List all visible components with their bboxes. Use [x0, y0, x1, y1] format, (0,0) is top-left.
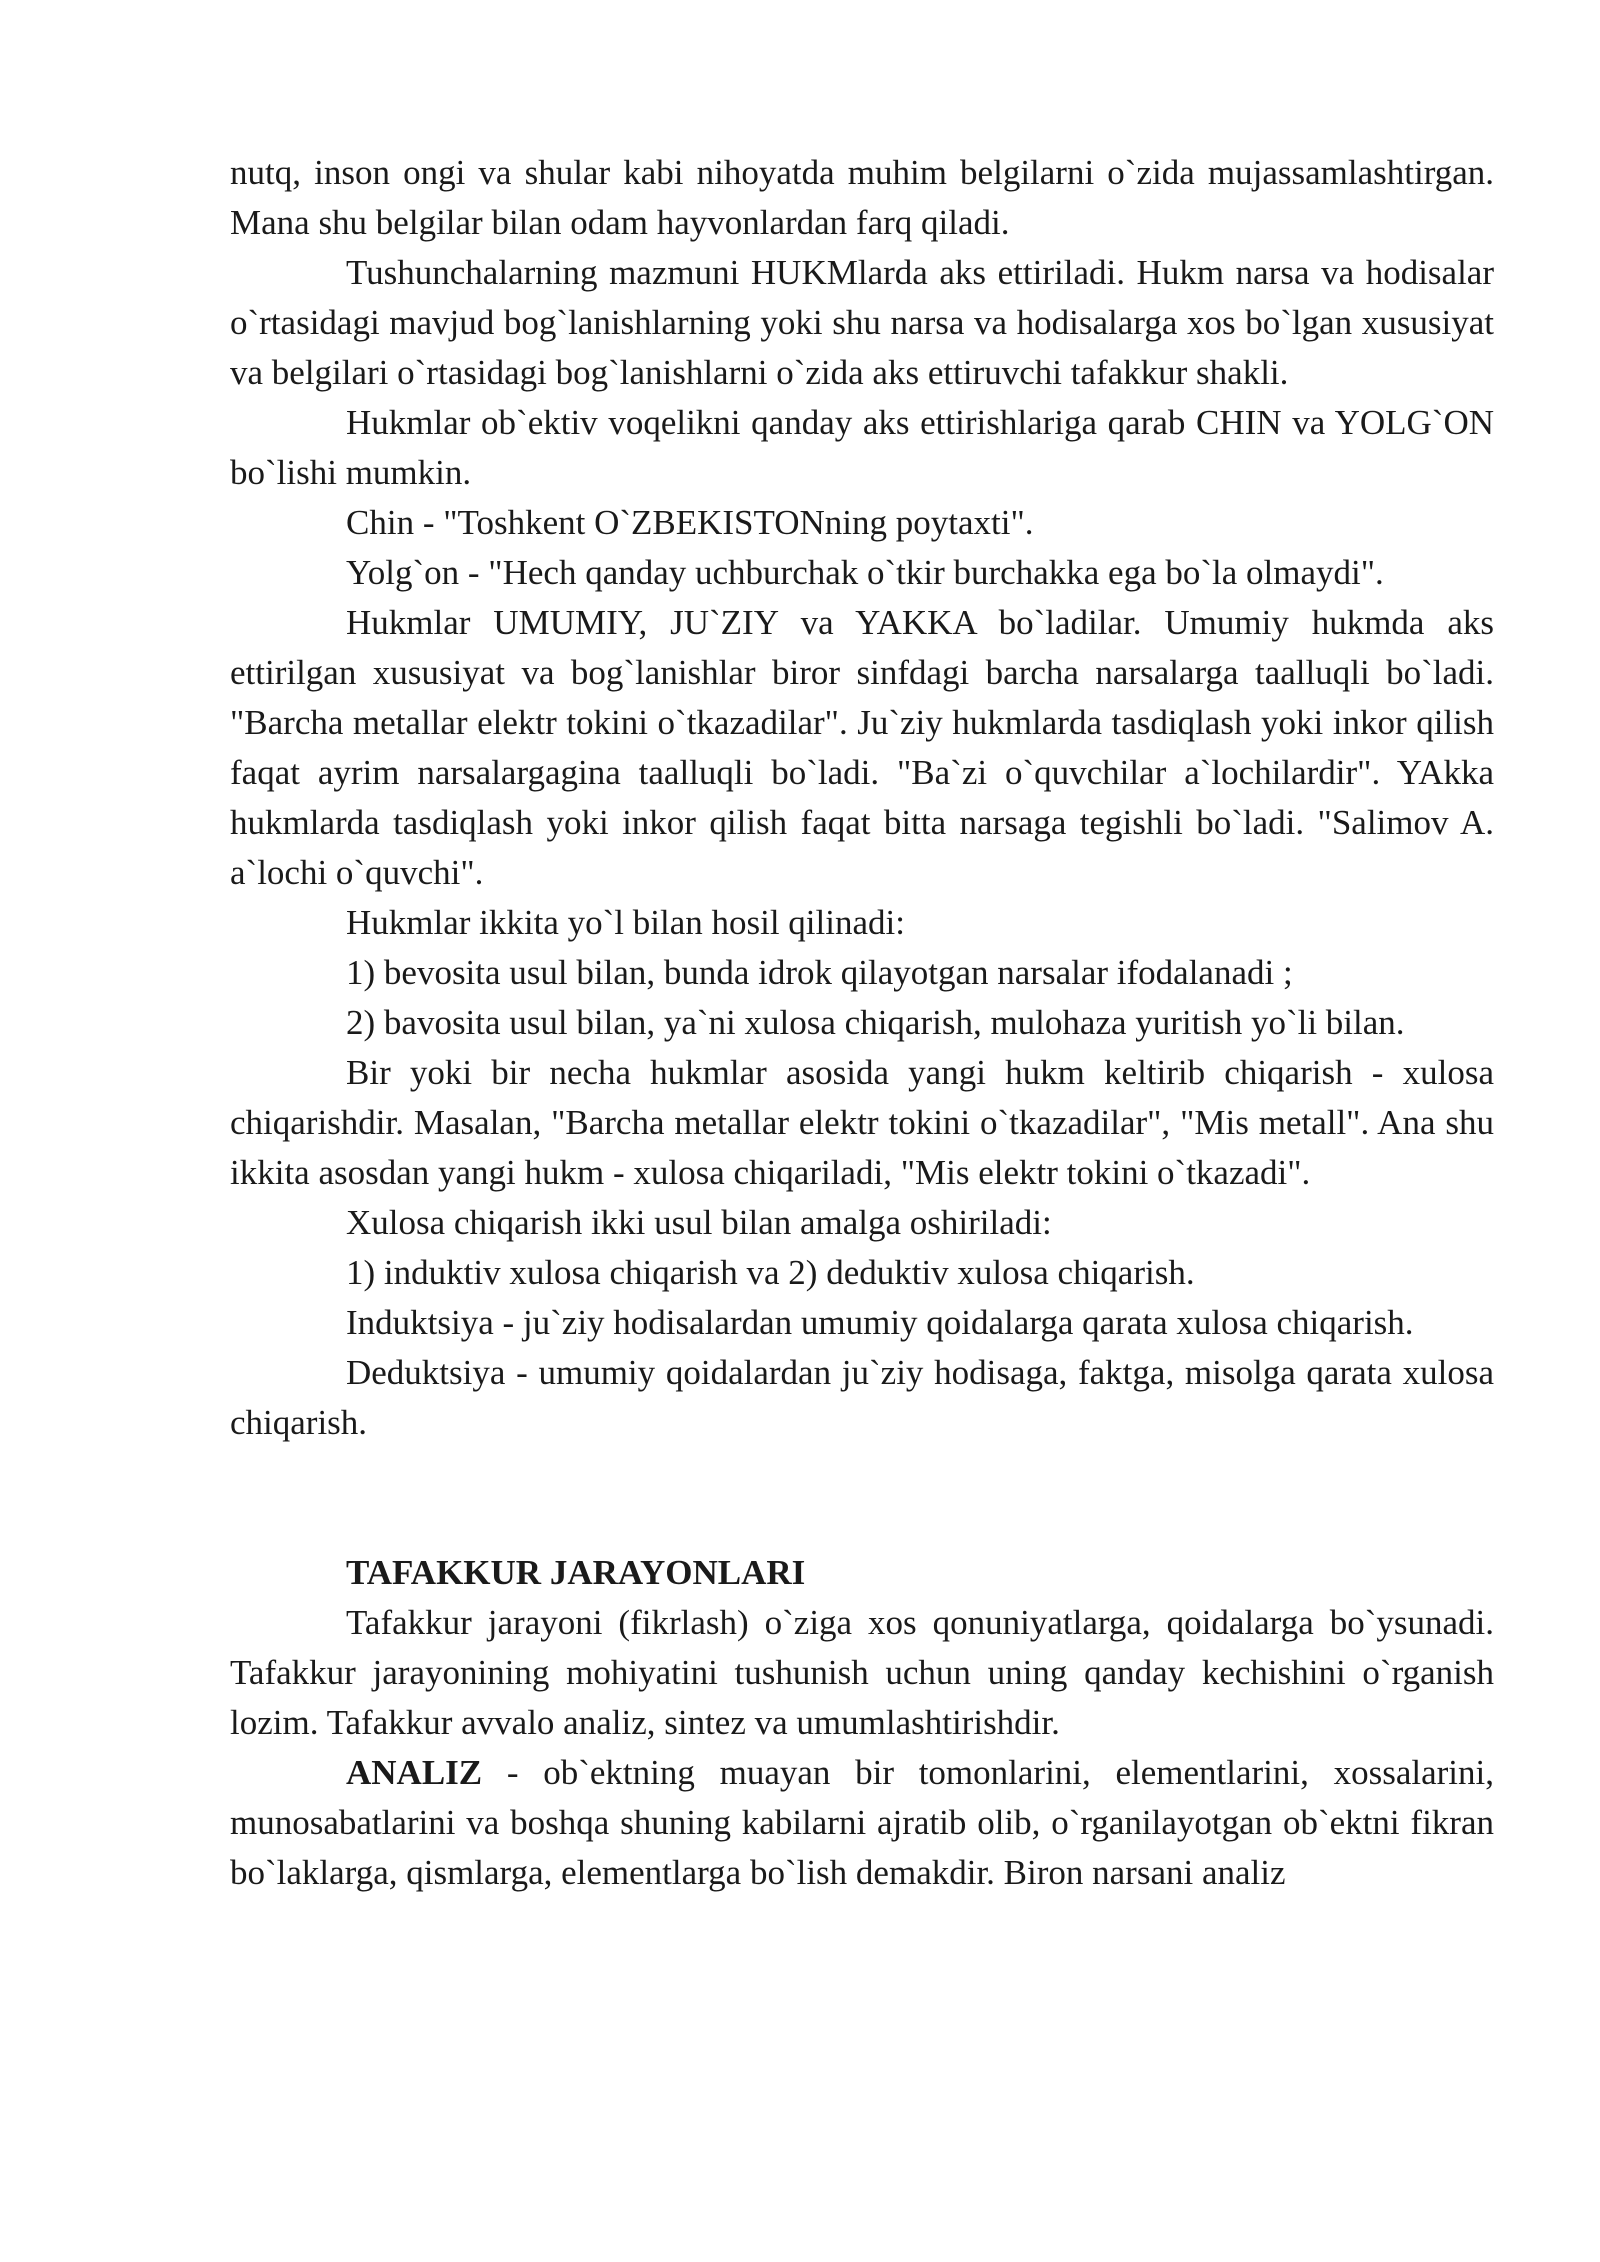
paragraph-hukm-ways: Hukmlar ikkita yo`l bilan hosil qilinadi: — [346, 903, 905, 942]
list-item-bavosita: 2) bavosita usul bilan, ya`ni xulosa chiqarish, mulohaza yuritish yo`li bilan. — [346, 1003, 1405, 1042]
paragraph-xulosa-methods: Xulosa chiqarish ikki usul bilan amalga oshiriladi: — [346, 1203, 1052, 1242]
paragraph-induktsiya: Induktsiya - ju`ziy hodisalardan umumiy qoidalarga qarata xulosa chiqarish. — [346, 1303, 1414, 1342]
analiz-definition: - ob`ektning muayan bir tomonlarini, elementlarini, xossalarini, munosabatlarini va boshqa shuning kabilarni ajratib olib, o`rganilayotgan ob`ektni fikran bo`laklarga, qismlarga, elementlarga bo`lish demakdir. Biron narsani analiz — [230, 1753, 1494, 1892]
paragraph-analiz — [230, 1748, 1494, 1898]
paragraph-chin-yolgon: Hukmlar ob`ektiv voqelikni qanday aks ettirishlariga qarab CHIN va YOLG`ON bo`lishi mumkin. — [230, 403, 1494, 492]
paragraph-yolgon-example: Yolg`on - "Hech qanday uchburchak o`tkir burchakka ega bo`la olmaydi". — [346, 553, 1384, 592]
paragraph-hukm-definition: Tushunchalarning mazmuni HUKMlarda aks ettiriladi. Hukm narsa va hodisalar o`rtasidagi mavjud bog`lanishlarning yoki shu narsa va hodisalarga xos bo`lgan xususiyat va belgilari o`rtasidagi bog`lanishlarni o`zida aks ettiruvchi tafakkur shakli. — [230, 253, 1494, 392]
paragraph-continuation: nutq, inson ongi va shular kabi nihoyatda muhim belgilarni o`zida mujassamlashtirgan. Mana shu belgilar bilan odam hayvonlardan farq qiladi. — [230, 153, 1494, 242]
list-item-induktiv-deduktiv: 1) induktiv xulosa chiqarish va 2) deduktiv xulosa chiqarish. — [346, 1253, 1195, 1292]
analiz-term: ANALIZ — [346, 1753, 483, 1792]
paragraph-chin-example: Chin - "Toshkent O`ZBEKISTONning poytaxti". — [346, 503, 1034, 542]
section-spacer — [230, 1448, 1494, 1548]
paragraph-deduktsiya: Deduktsiya - umumiy qoidalardan ju`ziy hodisaga, faktga, misolga qarata xulosa chiqarish. — [230, 1353, 1494, 1442]
paragraph-xulosa-definition: Bir yoki bir necha hukmlar asosida yangi hukm keltirib chiqarish - xulosa chiqarishdir. Masalan, "Barcha metallar elektr tokini o`tkazadilar", "Mis metall". Ana shu ikkita asosdan yangi hukm - xulosa chiqariladi, "Mis elektr tokini o`tkazadi". — [230, 1053, 1494, 1192]
paragraph-tafakkur-jarayoni: Tafakkur jarayoni (fikrlash) o`ziga xos qonuniyatlarga, qoidalarga bo`ysunadi. Tafakkur jarayonining mohiyatini tushunish uchun uning qanday kechishini o`rganish lozim. Tafakkur avvalo analiz, sintez va umumlashtirishdir. — [230, 1603, 1494, 1742]
list-item-bevosita: 1) bevosita usul bilan, bunda idrok qilayotgan narsalar ifodalanadi ; — [346, 953, 1293, 992]
paragraph-hukm-types: Hukmlar UMUMIY, JU`ZIY va YAKKA bo`ladilar. Umumiy hukmda aks ettirilgan xususiyat va bog`lanishlar biror sinfdagi barcha narsalarga taalluqli bo`ladi. "Barcha metallar elektr tokini o`tkazadilar". Ju`ziy hukmlarda tasdiqlash yoki inkor qilish faqat ayrim narsalargagina taalluqli bo`ladi. "Ba`zi o`quvchilar a`lochilardir". YAkka hukmlarda tasdiqlash yoki inkor qilish faqat bitta narsaga tegishli bo`ladi. "Salimov A. a`lochi o`quvchi". — [230, 603, 1494, 892]
document-page — [230, 148, 1494, 1898]
section-heading: TAFAKKUR JARAYONLARI — [346, 1553, 806, 1592]
